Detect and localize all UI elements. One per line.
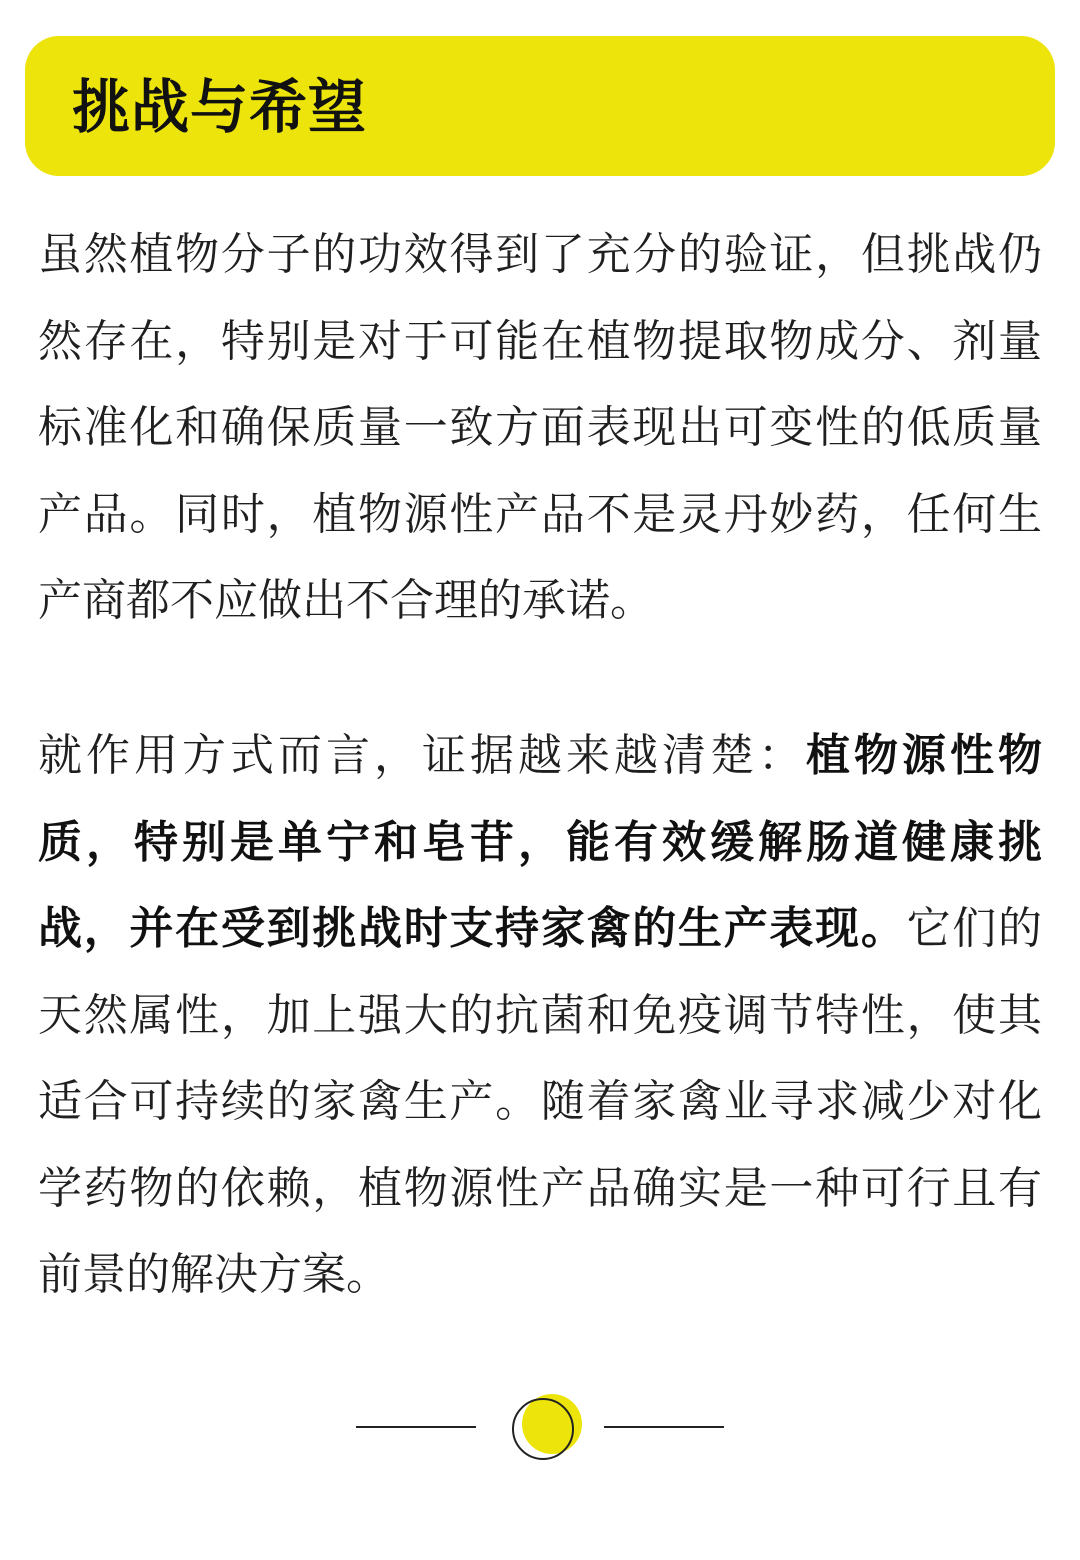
divider-line-right [604,1426,724,1428]
body-paragraph-2 [38,713,1042,1319]
paragraph-emphasis-text: 植物源性物质，特别是单宁和皂苷，能有效缓解肠道健康挑战，并在受到挑战时支持家禽的生产表现。 [38,730,1042,954]
circle-divider-icon [512,1398,574,1460]
body-paragraph-1 [38,212,1042,645]
page-title: 挑战与希望 [72,73,368,141]
paragraph-tail-text: 它们的天然属性，加上强大的抗菌和免疫调节特性，使其适合可持续的家禽生产。随着家禽业寻求减少对化学药物的依赖，植物源性产品确实是一种可行且有前景的解决方案。 [38,903,1043,1300]
paragraph-text: 虽然植物分子的功效得到了充分的验证，但挑战仍然存在，特别是对于可能在植物提取物成分、剂量标准化和确保质量一致方面表现出可变性的低质量产品。同时，植物源性产品不是灵丹妙药，任何生产商都不应做出不合理的承诺。 [38,229,1042,626]
divider-line-left [356,1426,476,1428]
paragraph-lead-text: 就作用方式而言，证据越来越清楚： [38,730,806,781]
circle-ring [512,1398,574,1460]
